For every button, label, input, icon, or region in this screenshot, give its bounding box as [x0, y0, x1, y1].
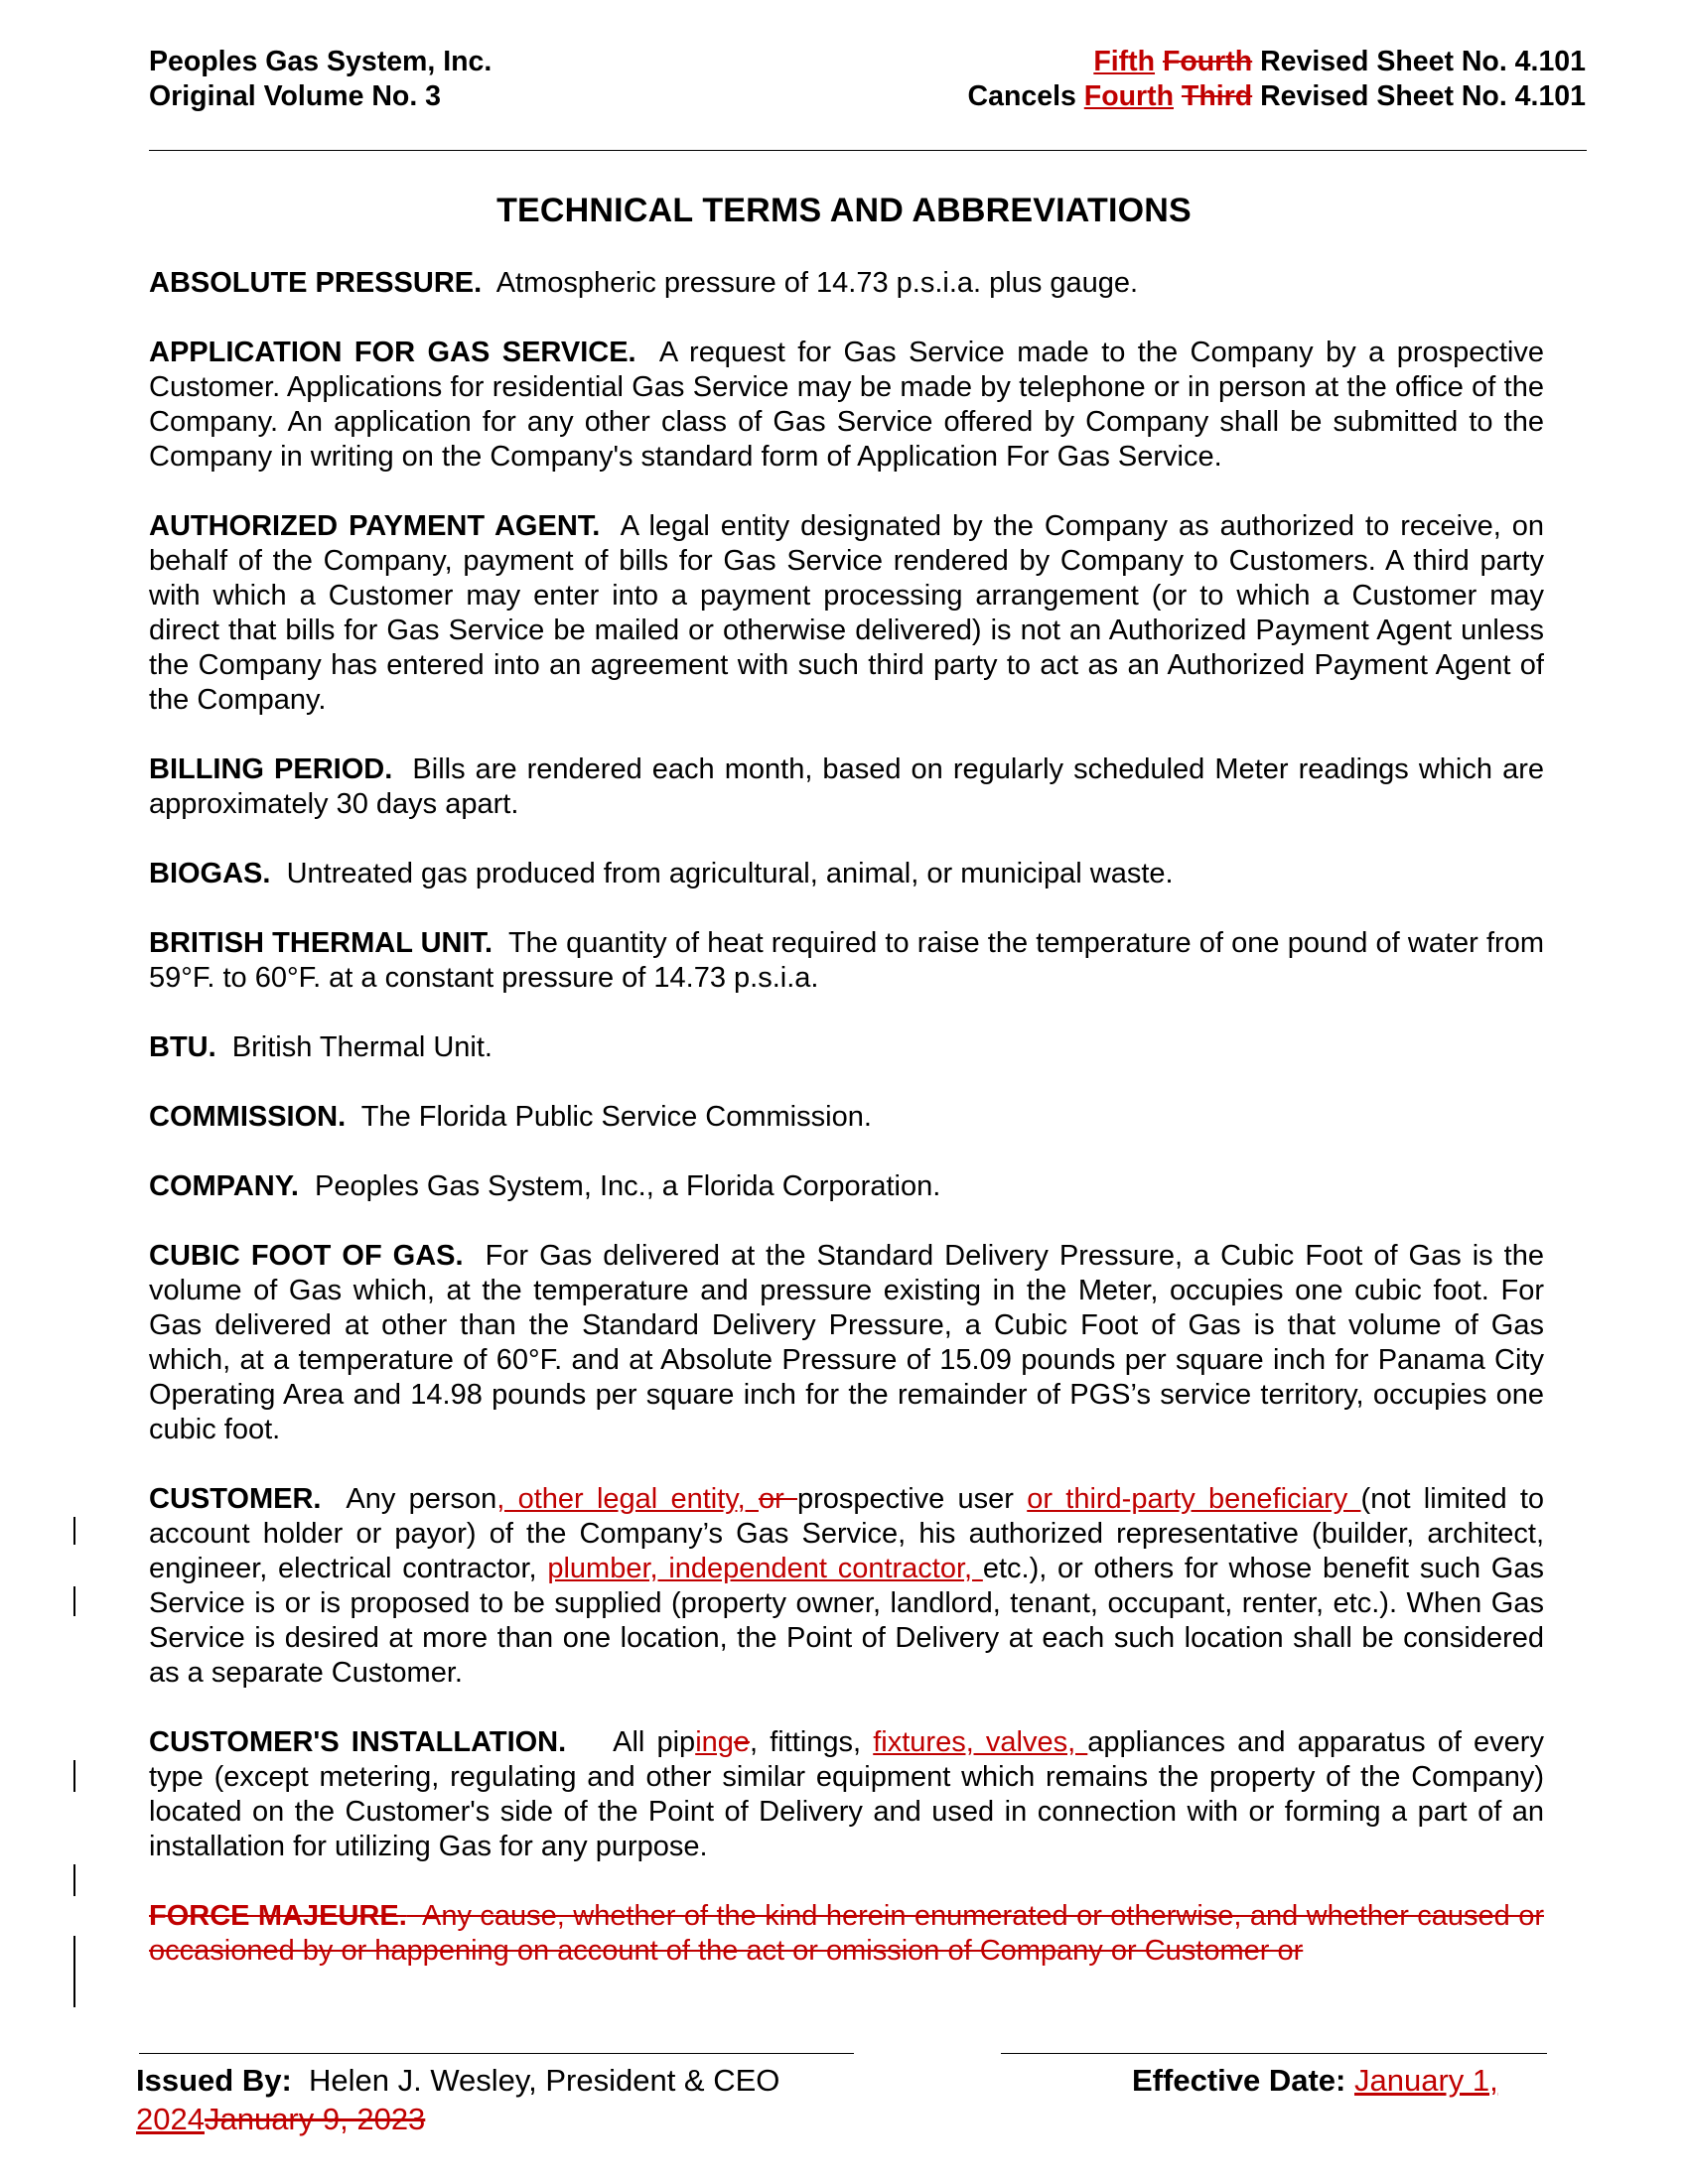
inserted-text: Fourth	[1083, 80, 1174, 112]
definition-british-thermal-unit: BRITISH THERMAL UNIT. The quantity of heat required to raise the temperature of one pound of water from 59°F. to 60°F. at a constant pressure of 14.73 p.s.i.a.	[149, 927, 1544, 994]
inserted-text: Fifth	[1093, 46, 1156, 77]
header-right	[968, 45, 1586, 114]
effective-date-continued	[136, 2100, 425, 2138]
issued-by: Issued By: Helen J. Wesley, President & CEO	[136, 2063, 780, 2098]
header-left	[149, 45, 492, 114]
deleted-text: January 9, 2023	[204, 2102, 426, 2136]
definition-authorized-payment-agent: AUTHORIZED PAYMENT AGENT. A legal entity designated by the Company as authorized to receive, on behalf of the Company, payment of bills for Gas Service rendered by Company to Customers. A third party with which a Customer may enter into a payment processing arrangement (or to which a Customer may direct that bills for Gas Service be mailed or otherwise delivered) is not an Authorized Payment Agent unless the Company has entered into an agreement with such third party to act as an Authorized Payment Agent of the Company.	[149, 510, 1545, 716]
definition-commission: COMMISSION. The Florida Public Service Commission.	[149, 1101, 872, 1133]
inserted-text: ing	[695, 1726, 734, 1758]
change-bar	[73, 1517, 75, 1545]
deleted-text: or	[758, 1483, 797, 1515]
deleted-text: Third	[1181, 80, 1253, 112]
definitions-list	[149, 266, 1544, 2003]
definition-billing-period: BILLING PERIOD. Bills are rendered each month, based on regularly scheduled Meter readings which are approximately 30 days apart.	[149, 753, 1544, 820]
footer-rule	[139, 2053, 1547, 2054]
inserted-text: , other legal entity,	[496, 1483, 759, 1515]
change-bar	[73, 1760, 75, 1792]
inserted-text: fixtures, valves,	[873, 1726, 1088, 1758]
inserted-text: 2024	[136, 2102, 205, 2136]
deleted-text: e	[733, 1726, 751, 1758]
inserted-text: plumber, independent contractor,	[547, 1553, 983, 1584]
change-bar	[73, 1586, 75, 1616]
cancels-sheet: Cancels Fourth Third Revised Sheet No. 4.101	[967, 80, 1586, 112]
definition-btu: BTU. British Thermal Unit.	[149, 1031, 492, 1063]
effective-date: Effective Date: January 1,	[1132, 2063, 1498, 2098]
definition-absolute-pressure: ABSOLUTE PRESSURE. Atmospheric pressure of 14.73 p.s.i.a. plus gauge.	[149, 267, 1139, 299]
sheet-number: Fifth Fourth Revised Sheet No. 4.101	[1093, 46, 1586, 77]
inserted-text: or third-party beneficiary	[1027, 1483, 1361, 1515]
company-name: Peoples Gas System, Inc.	[149, 46, 492, 77]
change-bar	[73, 1864, 75, 1896]
volume-label: Original Volume No. 3	[149, 80, 442, 112]
definition-customers-installation: CUSTOMER'S INSTALLATION. All pipinge, fittings, fixtures, valves, appliances and apparatus of every type (except metering, regulating and other similar equipment which remains the property of the Company) located on the Customer's side of the Point of Delivery and used in connection with or forming a part of an installation for utilizing Gas for any purpose.	[149, 1726, 1544, 1862]
deleted-text: Fourth	[1162, 46, 1253, 77]
definition-biogas: BIOGAS. Untreated gas produced from agricultural, animal, or municipal waste.	[149, 858, 1174, 889]
change-bar	[73, 1936, 75, 2007]
page-title: TECHNICAL TERMS AND ABBREVIATIONS	[496, 192, 1192, 229]
header-rule	[149, 150, 1587, 151]
deleted-text: Any cause, whether of the kind herein enumerated or otherwise, and whether caused or occasioned by or happening on account of the act or omission of Company or Customer or	[149, 1900, 1544, 1967]
deleted-text: FORCE MAJEURE.	[149, 1900, 407, 1932]
definition-customer: CUSTOMER. Any person, other legal entity, or prospective user or third-party beneficiary (not limited to account holder or payor) of the Company’s Gas Service, his authorized representative (builder, architect, engineer, electrical contractor, plumber, independent contractor, etc.), or others for whose benefit such Gas Service is or is proposed to be supplied (property owner, landlord, tenant, occupant, renter, etc.). When Gas Service is desired at more than one location, the Point of Delivery at each such location shall be considered as a separate Customer.	[149, 1483, 1545, 1689]
definition-application-for-gas-service: APPLICATION FOR GAS SERVICE. A request for Gas Service made to the Company by a prospective Customer. Applications for residential Gas Service may be made by telephone or in person at the office of the Company. An application for any other class of Gas Service offered by Company shall be submitted to the Company in writing on the Company's standard form of Application For Gas Service.	[149, 337, 1545, 473]
definition-force-majeure	[149, 1899, 1544, 1969]
definition-cubic-foot-of-gas: CUBIC FOOT OF GAS. For Gas delivered at the Standard Delivery Pressure, a Cubic Foot of Gas is the volume of Gas which, at the temperature and pressure existing in the Meter, occupies one cubic foot. For Gas delivered at other than the Standard Delivery Pressure, a Cubic Foot of Gas is that volume of Gas which, at a temperature of 60°F. and at Absolute Pressure of 15.09 pounds per square inch for Panama City Operating Area and 14.98 pounds per square inch for the remainder of PGS’s service territory, occupies one cubic foot.	[149, 1240, 1544, 1445]
definition-company: COMPANY. Peoples Gas System, Inc., a Florida Corporation.	[149, 1170, 941, 1202]
inserted-text: January 1,	[1353, 2063, 1498, 2098]
